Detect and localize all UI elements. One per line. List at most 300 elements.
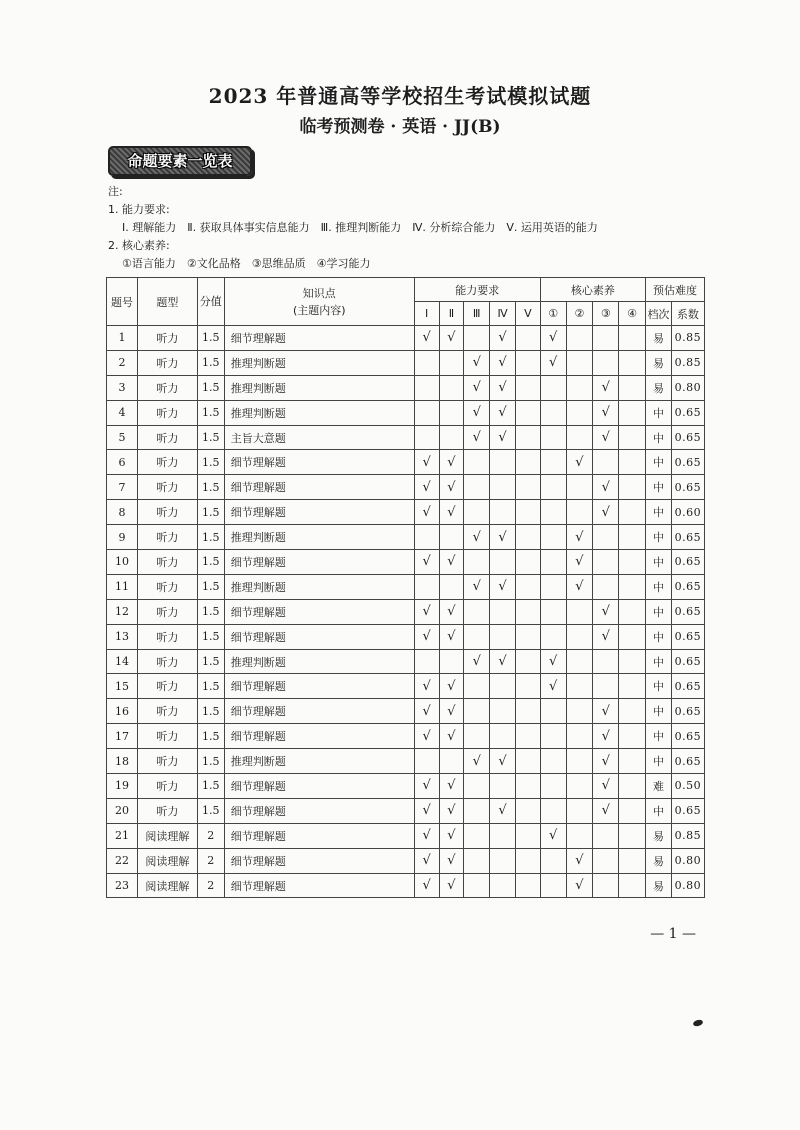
difficulty-level-cell: 中: [646, 699, 672, 724]
ability-check-cell: √: [414, 500, 439, 525]
knowledge-point-cell: 细节理解题: [224, 873, 414, 898]
ability-check-cell: [515, 873, 540, 898]
ability-check-cell: √: [439, 475, 464, 500]
core-check-cell: [619, 649, 646, 674]
row-number-cell: 23: [107, 873, 138, 898]
core-check-cell: √: [566, 574, 593, 599]
ability-check-cell: [464, 774, 490, 799]
core-check-cell: [593, 649, 619, 674]
ability-check-cell: [515, 674, 540, 699]
knowledge-point-cell: 细节理解题: [224, 550, 414, 575]
score-cell: 1.5: [197, 326, 224, 351]
core-check-cell: [566, 326, 593, 351]
score-cell: 1.5: [197, 674, 224, 699]
ability-check-cell: [490, 450, 516, 475]
difficulty-coef-cell: 0.65: [671, 649, 704, 674]
row-number-cell: 14: [107, 649, 138, 674]
question-type-cell: 听力: [137, 674, 197, 699]
question-type-cell: 听力: [137, 500, 197, 525]
core-check-cell: [593, 350, 619, 375]
ability-check-cell: [464, 798, 490, 823]
core-check-cell: [540, 749, 566, 774]
table-row: [107, 699, 705, 724]
question-type-cell: 听力: [137, 525, 197, 550]
core-check-cell: [593, 525, 619, 550]
difficulty-coef-cell: 0.80: [671, 873, 704, 898]
ability-check-cell: [464, 475, 490, 500]
core-check-cell: [566, 724, 593, 749]
difficulty-coef-cell: 0.65: [671, 574, 704, 599]
difficulty-level-cell: 中: [646, 425, 672, 450]
difficulty-level-cell: 中: [646, 749, 672, 774]
difficulty-coef-cell: 0.65: [671, 450, 704, 475]
ability-check-cell: √: [464, 649, 490, 674]
ability-check-cell: [490, 774, 516, 799]
difficulty-level-cell: 中: [646, 574, 672, 599]
difficulty-level-cell: 中: [646, 724, 672, 749]
question-type-cell: 听力: [137, 450, 197, 475]
knowledge-point-cell: 细节理解题: [224, 774, 414, 799]
ability-check-cell: √: [464, 400, 490, 425]
core-check-cell: [540, 774, 566, 799]
core-check-cell: [619, 823, 646, 848]
score-cell: 1.5: [197, 550, 224, 575]
knowledge-point-cell: 细节理解题: [224, 724, 414, 749]
difficulty-coef-cell: 0.65: [671, 699, 704, 724]
knowledge-point-cell: 推理判断题: [224, 749, 414, 774]
score-cell: 1.5: [197, 400, 224, 425]
table-row: [107, 500, 705, 525]
core-check-cell: [566, 425, 593, 450]
core-check-cell: [540, 475, 566, 500]
core-check-cell: √: [566, 873, 593, 898]
ability-check-cell: [490, 699, 516, 724]
core-check-cell: [619, 699, 646, 724]
core-check-cell: [566, 624, 593, 649]
ability-check-cell: [515, 574, 540, 599]
row-number-cell: 19: [107, 774, 138, 799]
ability-check-cell: √: [439, 724, 464, 749]
ability-check-cell: [414, 425, 439, 450]
question-type-cell: 听力: [137, 550, 197, 575]
question-type-cell: 听力: [137, 350, 197, 375]
row-number-cell: 10: [107, 550, 138, 575]
row-number-cell: 17: [107, 724, 138, 749]
difficulty-coef-cell: 0.60: [671, 500, 704, 525]
header-difficulty: 预估难度: [646, 278, 705, 302]
ability-check-cell: [464, 500, 490, 525]
header-knowledge-label: 知识点: [302, 286, 336, 300]
core-check-cell: √: [593, 724, 619, 749]
row-number-cell: 9: [107, 525, 138, 550]
ability-check-cell: √: [439, 823, 464, 848]
knowledge-point-cell: 推理判断题: [224, 574, 414, 599]
row-number-cell: 3: [107, 375, 138, 400]
core-check-cell: √: [566, 525, 593, 550]
question-type-cell: 听力: [137, 425, 197, 450]
table-row: [107, 350, 705, 375]
ability-check-cell: [464, 450, 490, 475]
ability-legend: Ⅰ. 理解能力 Ⅱ. 获取具体事实信息能力 Ⅲ. 推理判断能力 Ⅳ. 分析综合能力 Ⅴ. 运用英语的能力: [122, 221, 598, 234]
core-check-cell: [593, 823, 619, 848]
row-number-cell: 6: [107, 450, 138, 475]
ability-check-cell: √: [464, 375, 490, 400]
knowledge-point-cell: 细节理解题: [224, 624, 414, 649]
core-check-cell: √: [540, 326, 566, 351]
score-cell: 2: [197, 848, 224, 873]
table-row: [107, 798, 705, 823]
core-check-cell: [540, 848, 566, 873]
ability-check-cell: √: [414, 475, 439, 500]
core-check-cell: [593, 873, 619, 898]
ability-check-cell: √: [439, 500, 464, 525]
score-cell: 1.5: [197, 450, 224, 475]
question-type-cell: 听力: [137, 400, 197, 425]
core-check-cell: [540, 425, 566, 450]
header-score: [197, 278, 224, 326]
knowledge-point-cell: 主旨大意题: [224, 425, 414, 450]
ability-check-cell: [490, 500, 516, 525]
header-core-1: ①: [540, 302, 566, 326]
ability-check-cell: [515, 599, 540, 624]
ability-check-cell: √: [490, 574, 516, 599]
header-ability: 能力要求: [414, 278, 540, 302]
knowledge-point-cell: 细节理解题: [224, 699, 414, 724]
question-type-cell: 听力: [137, 649, 197, 674]
ability-check-cell: √: [464, 350, 490, 375]
core-check-cell: [619, 774, 646, 799]
question-type-cell: 听力: [137, 599, 197, 624]
notes-block: [108, 183, 708, 273]
core-check-cell: [566, 400, 593, 425]
row-number-cell: 15: [107, 674, 138, 699]
core-check-cell: [540, 550, 566, 575]
row-number-cell: 16: [107, 699, 138, 724]
ability-check-cell: [490, 873, 516, 898]
ability-check-cell: √: [490, 375, 516, 400]
core-check-cell: √: [593, 624, 619, 649]
core-check-cell: √: [540, 350, 566, 375]
header-core: 核心素养: [540, 278, 645, 302]
core-check-cell: √: [593, 400, 619, 425]
ability-check-cell: [439, 400, 464, 425]
score-cell: 1.5: [197, 350, 224, 375]
ability-check-cell: [515, 350, 540, 375]
ability-check-cell: [414, 400, 439, 425]
core-check-cell: [619, 798, 646, 823]
ability-check-cell: √: [464, 425, 490, 450]
ability-check-cell: [515, 450, 540, 475]
table-row: [107, 475, 705, 500]
table-row: [107, 873, 705, 898]
ability-check-cell: √: [490, 400, 516, 425]
ability-check-cell: [464, 674, 490, 699]
core-check-cell: [619, 400, 646, 425]
difficulty-level-cell: 中: [646, 649, 672, 674]
ability-check-cell: √: [439, 873, 464, 898]
difficulty-level-cell: 易: [646, 848, 672, 873]
table-row: [107, 774, 705, 799]
table-body: [107, 326, 705, 898]
ability-check-cell: [414, 375, 439, 400]
table-row: [107, 400, 705, 425]
core-check-cell: [566, 774, 593, 799]
ability-check-cell: √: [439, 674, 464, 699]
ability-check-cell: √: [439, 450, 464, 475]
core-check-cell: [566, 475, 593, 500]
core-check-cell: [566, 375, 593, 400]
ability-check-cell: √: [414, 798, 439, 823]
header-core-3: ③: [593, 302, 619, 326]
ability-check-cell: [464, 873, 490, 898]
core-check-cell: √: [593, 749, 619, 774]
table-row: [107, 574, 705, 599]
ability-check-cell: √: [439, 599, 464, 624]
score-cell: 1.5: [197, 798, 224, 823]
core-check-cell: [540, 724, 566, 749]
difficulty-coef-cell: 0.65: [671, 749, 704, 774]
knowledge-point-cell: 细节理解题: [224, 500, 414, 525]
core-check-cell: [619, 500, 646, 525]
difficulty-level-cell: 中: [646, 798, 672, 823]
question-type-cell: 听力: [137, 798, 197, 823]
question-type-cell: 听力: [137, 724, 197, 749]
question-type-cell: 听力: [137, 699, 197, 724]
ability-check-cell: [490, 599, 516, 624]
table-row: [107, 375, 705, 400]
row-number-cell: 1: [107, 326, 138, 351]
ability-check-cell: [515, 400, 540, 425]
score-cell: 1.5: [197, 525, 224, 550]
core-check-cell: √: [593, 699, 619, 724]
ability-check-cell: √: [490, 649, 516, 674]
core-check-cell: [619, 350, 646, 375]
ability-check-cell: [439, 425, 464, 450]
core-check-cell: √: [566, 550, 593, 575]
core-check-cell: [566, 350, 593, 375]
score-cell: 1.5: [197, 699, 224, 724]
notes-label: 注:: [108, 185, 123, 198]
ability-check-cell: [490, 624, 516, 649]
core-check-cell: [540, 525, 566, 550]
core-check-cell: [540, 400, 566, 425]
ability-check-cell: [439, 375, 464, 400]
question-type-cell: 听力: [137, 624, 197, 649]
core-check-cell: [593, 450, 619, 475]
ability-check-cell: [515, 326, 540, 351]
ability-check-cell: [490, 823, 516, 848]
ability-check-cell: √: [490, 425, 516, 450]
row-number-cell: 22: [107, 848, 138, 873]
knowledge-point-cell: 细节理解题: [224, 475, 414, 500]
ability-check-cell: √: [439, 699, 464, 724]
core-check-cell: √: [540, 649, 566, 674]
ability-check-cell: [439, 749, 464, 774]
ability-check-cell: [490, 848, 516, 873]
ability-check-cell: [515, 699, 540, 724]
header-level: 档次: [646, 302, 672, 326]
ability-check-cell: [490, 550, 516, 575]
difficulty-coef-cell: 0.65: [671, 525, 704, 550]
core-check-cell: √: [593, 375, 619, 400]
ability-check-cell: √: [439, 848, 464, 873]
ink-spot: [692, 1019, 703, 1027]
row-number-cell: 5: [107, 425, 138, 450]
knowledge-point-cell: 细节理解题: [224, 599, 414, 624]
ability-check-cell: √: [490, 326, 516, 351]
ability-check-cell: [464, 550, 490, 575]
difficulty-coef-cell: 0.65: [671, 798, 704, 823]
ability-check-cell: [515, 798, 540, 823]
ability-check-cell: √: [464, 749, 490, 774]
difficulty-level-cell: 中: [646, 525, 672, 550]
table-row: [107, 674, 705, 699]
core-check-cell: [619, 674, 646, 699]
ability-check-cell: √: [414, 873, 439, 898]
exam-elements-table: [106, 277, 705, 898]
difficulty-coef-cell: 0.65: [671, 724, 704, 749]
core-check-cell: [619, 425, 646, 450]
core-check-cell: [593, 848, 619, 873]
ability-check-cell: [414, 749, 439, 774]
ability-check-cell: [515, 774, 540, 799]
ability-check-cell: [414, 574, 439, 599]
core-check-cell: [619, 599, 646, 624]
question-type-cell: 阅读理解: [137, 823, 197, 848]
ability-check-cell: [464, 848, 490, 873]
header-row-1: [107, 278, 705, 302]
question-type-cell: 听力: [137, 749, 197, 774]
ability-check-cell: √: [414, 674, 439, 699]
core-check-cell: [566, 649, 593, 674]
header-ability-3: Ⅲ: [464, 302, 490, 326]
ability-check-cell: √: [439, 624, 464, 649]
table-row: [107, 624, 705, 649]
score-cell: 1.5: [197, 475, 224, 500]
ability-check-cell: √: [439, 326, 464, 351]
ability-check-cell: √: [439, 550, 464, 575]
score-cell: 2: [197, 823, 224, 848]
ability-check-cell: √: [414, 848, 439, 873]
core-check-cell: [619, 326, 646, 351]
difficulty-coef-cell: 0.85: [671, 350, 704, 375]
core-check-cell: [540, 873, 566, 898]
row-number-cell: 18: [107, 749, 138, 774]
core-check-cell: √: [593, 475, 619, 500]
ability-check-cell: √: [414, 823, 439, 848]
row-number-cell: 12: [107, 599, 138, 624]
difficulty-level-cell: 中: [646, 450, 672, 475]
core-check-cell: [593, 674, 619, 699]
score-cell: 2: [197, 873, 224, 898]
core-check-cell: [593, 550, 619, 575]
ability-heading: 1. 能力要求:: [108, 203, 170, 216]
core-check-cell: [566, 823, 593, 848]
score-cell: 1.5: [197, 599, 224, 624]
ability-check-cell: [439, 350, 464, 375]
ability-check-cell: [515, 823, 540, 848]
ability-check-cell: √: [490, 350, 516, 375]
core-check-cell: √: [566, 848, 593, 873]
ability-check-cell: [464, 326, 490, 351]
header-type: 题型: [137, 278, 197, 326]
ability-check-cell: [439, 525, 464, 550]
ability-check-cell: √: [414, 326, 439, 351]
table-row: [107, 599, 705, 624]
knowledge-point-cell: 推理判断题: [224, 649, 414, 674]
difficulty-level-cell: 易: [646, 350, 672, 375]
score-cell: 1.5: [197, 724, 224, 749]
core-check-cell: [566, 749, 593, 774]
core-check-cell: [619, 550, 646, 575]
ability-check-cell: [515, 525, 540, 550]
score-cell: 1.5: [197, 500, 224, 525]
difficulty-coef-cell: 0.50: [671, 774, 704, 799]
core-heading: 2. 核心素养:: [108, 239, 170, 252]
ability-check-cell: [515, 649, 540, 674]
difficulty-level-cell: 中: [646, 674, 672, 699]
score-cell: 1.5: [197, 774, 224, 799]
difficulty-level-cell: 中: [646, 475, 672, 500]
ability-check-cell: [414, 350, 439, 375]
difficulty-level-cell: 难: [646, 774, 672, 799]
ability-check-cell: [490, 475, 516, 500]
ability-check-cell: [490, 724, 516, 749]
core-check-cell: [619, 724, 646, 749]
section-banner: [108, 146, 252, 176]
difficulty-level-cell: 易: [646, 873, 672, 898]
table-row: [107, 749, 705, 774]
difficulty-coef-cell: 0.65: [671, 475, 704, 500]
difficulty-level-cell: 易: [646, 326, 672, 351]
core-check-cell: √: [593, 798, 619, 823]
ability-check-cell: √: [464, 525, 490, 550]
knowledge-point-cell: 细节理解题: [224, 798, 414, 823]
header-ability-4: Ⅳ: [490, 302, 516, 326]
header-ability-5: Ⅴ: [515, 302, 540, 326]
core-check-cell: [566, 699, 593, 724]
knowledge-point-cell: 细节理解题: [224, 674, 414, 699]
row-number-cell: 21: [107, 823, 138, 848]
knowledge-point-cell: 推理判断题: [224, 350, 414, 375]
ability-check-cell: √: [490, 798, 516, 823]
core-check-cell: [619, 749, 646, 774]
ability-check-cell: [515, 724, 540, 749]
header-coef: 系数: [671, 302, 704, 326]
core-check-cell: √: [593, 599, 619, 624]
header-score-label: 分值: [199, 295, 222, 308]
knowledge-point-cell: 细节理解题: [224, 823, 414, 848]
difficulty-level-cell: 易: [646, 375, 672, 400]
core-check-cell: [566, 674, 593, 699]
core-check-cell: [619, 450, 646, 475]
ability-check-cell: [414, 525, 439, 550]
ability-check-cell: √: [414, 724, 439, 749]
ability-check-cell: [490, 674, 516, 699]
difficulty-coef-cell: 0.65: [671, 425, 704, 450]
core-legend: ①语言能力 ②文化品格 ③思维品质 ④学习能力: [122, 257, 371, 270]
core-check-cell: [540, 375, 566, 400]
question-type-cell: 听力: [137, 326, 197, 351]
header-knowledge-sub: (主题内容): [292, 303, 346, 317]
table-row: [107, 649, 705, 674]
core-check-cell: [619, 475, 646, 500]
score-cell: 1.5: [197, 649, 224, 674]
table-row: [107, 724, 705, 749]
question-type-cell: 听力: [137, 375, 197, 400]
page-number: — 1 —: [650, 926, 696, 942]
row-number-cell: 2: [107, 350, 138, 375]
